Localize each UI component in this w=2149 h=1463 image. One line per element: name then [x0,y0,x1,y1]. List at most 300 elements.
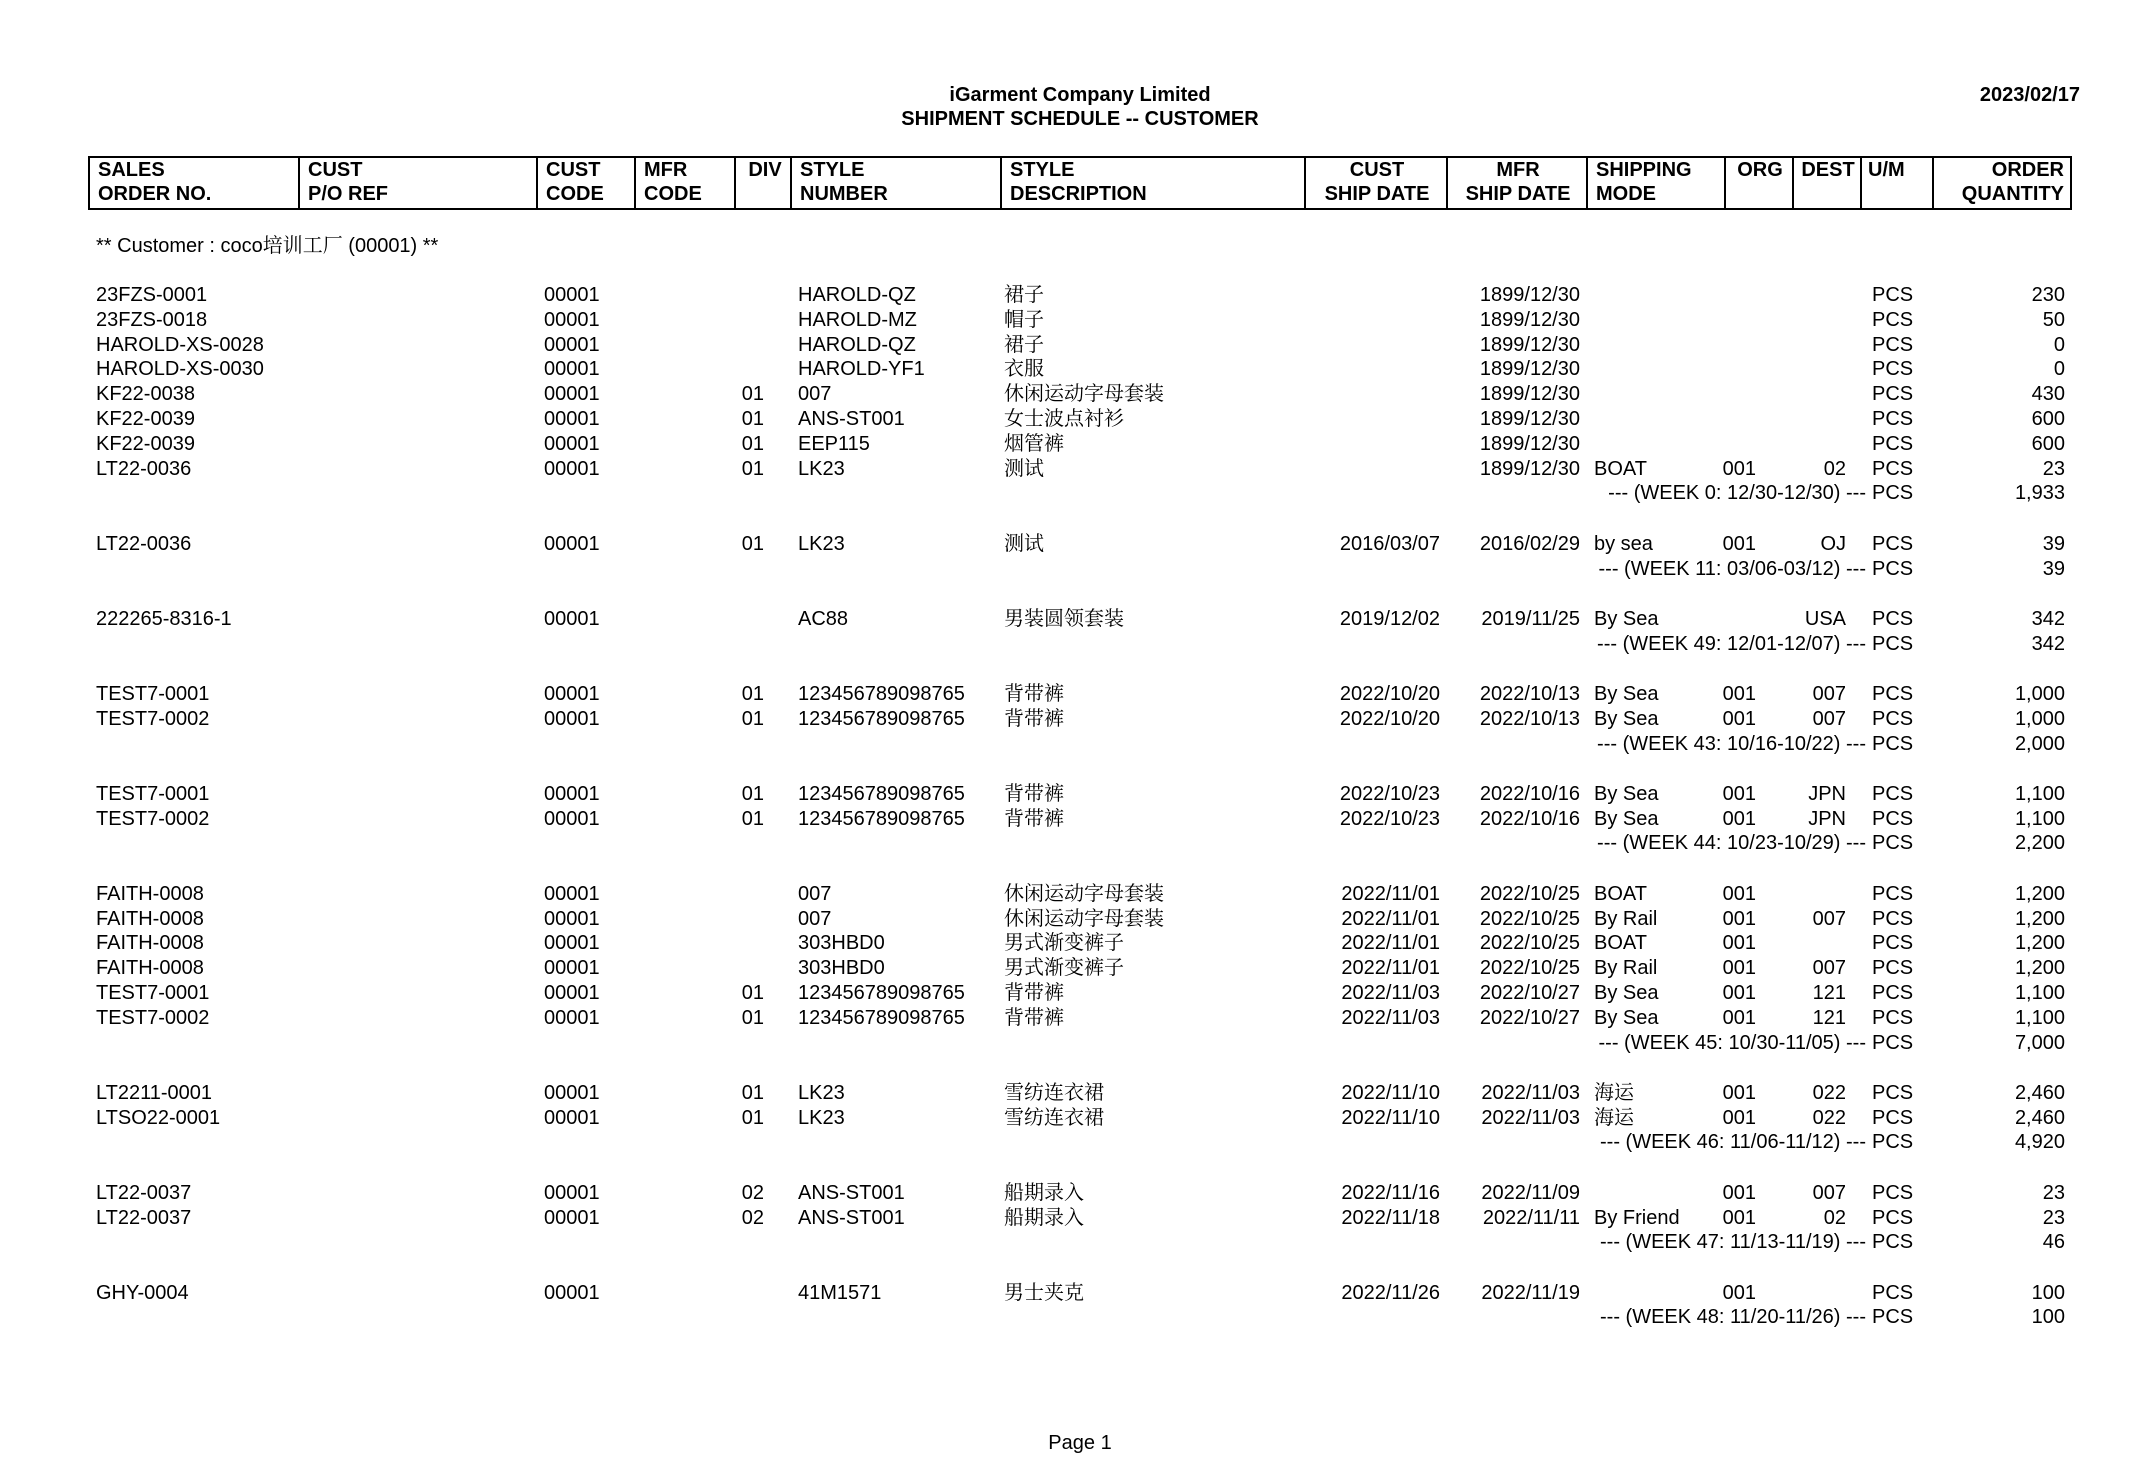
cell-um: PCS [1872,333,1914,356]
cell-um: PCS [1872,707,1914,730]
cell-cust: 00001 [544,1081,600,1104]
cell-so: KF22-0039 [96,408,195,430]
cell-org: 001 [1722,932,1756,955]
cell-mode: By Sea [1594,1006,1659,1029]
cell-mode: By Sea [1594,782,1659,805]
week-um: PCS [1872,732,1914,755]
cell-so: GHY-0004 [96,1281,189,1304]
cell-dest: 007 [1812,907,1846,930]
column-divider [1000,158,1002,208]
cell-qty: 2,460 [2014,1081,2065,1104]
cell-org: 001 [1722,981,1756,1004]
cell-mship: 2022/10/13 [1479,682,1580,705]
week-range: --- (WEEK 47: 11/13-11/19) --- [1600,1231,1866,1254]
cell-style: 123456789098765 [798,782,965,805]
page-number: Page 1 [1048,1432,1112,1454]
column-divider [734,158,736,208]
cell-dest: 007 [1812,957,1846,980]
cell-org: 001 [1722,1281,1756,1304]
cell-cship: 2022/11/26 [1341,1281,1440,1304]
cell-cust: 00001 [544,308,600,331]
cell-style: EEP115 [798,432,870,455]
cell-style: LK23 [798,1081,845,1104]
cell-cship: 2022/11/03 [1341,1006,1440,1029]
cell-org: 001 [1722,882,1756,905]
cell-um: PCS [1872,607,1914,630]
header-cust-ship-line2: SHIP DATE [1324,183,1430,205]
cell-qty: 23 [2042,457,2065,480]
cell-so: 23FZS-0018 [96,308,208,331]
cell-mship: 1899/12/30 [1479,358,1580,381]
cell-org: 001 [1722,532,1756,555]
header-style-number-line1: STYLE [800,159,865,181]
cell-org: 001 [1722,1181,1756,1204]
cell-desc: 烟管裤 [1004,432,1064,455]
cell-mode: By Sea [1594,707,1659,730]
cell-cust: 00001 [544,333,600,356]
cell-qty: 1,100 [2014,807,2065,830]
week-um: PCS [1872,1231,1914,1254]
week-range: --- (WEEK 44: 10/23-10/29) --- [1597,832,1866,855]
cell-um: PCS [1872,782,1914,805]
cell-org: 001 [1722,907,1756,930]
cell-cust: 00001 [544,607,600,630]
cell-style: 123456789098765 [798,1006,965,1029]
cell-mship: 1899/12/30 [1479,432,1580,455]
cell-style: HAROLD-MZ [798,308,917,331]
cell-dest: 02 [1823,457,1846,480]
cell-um: PCS [1872,408,1914,430]
header-cust-po-line2: P/O REF [308,183,389,205]
cell-style: 123456789098765 [798,682,965,705]
cell-desc: 雪纺连衣裙 [1004,1081,1104,1104]
week-range: --- (WEEK 48: 11/20-11/26) --- [1600,1306,1866,1329]
cell-qty: 0 [2053,358,2065,381]
cell-um: PCS [1872,532,1914,555]
cell-mship: 2022/10/25 [1479,882,1580,905]
cell-so: LTSO22-0001 [96,1106,221,1129]
week-um: PCS [1872,1306,1914,1329]
cell-cship: 2022/10/23 [1339,782,1440,805]
cell-desc: 男式渐变裤子 [1004,957,1124,980]
week-total: 39 [2042,557,2065,580]
cell-desc: 背带裤 [1004,707,1064,730]
cell-um: PCS [1872,383,1914,406]
cell-cship: 2022/11/01 [1341,932,1440,955]
cell-mship: 2022/10/25 [1479,957,1580,980]
cell-div: 01 [741,1081,764,1104]
cell-so: TEST7-0002 [96,807,210,830]
cell-style: HAROLD-QZ [798,284,916,306]
cell-style: 007 [798,907,832,930]
cell-cust: 00001 [544,457,600,480]
cell-div: 01 [741,457,764,480]
week-range: --- (WEEK 45: 10/30-11/05) --- [1598,1031,1866,1054]
cell-desc: 衣服 [1004,358,1044,381]
cell-desc: 休闲运动字母套装 [1004,907,1164,930]
week-range: --- (WEEK 43: 10/16-10/22) --- [1597,732,1866,755]
cell-div: 01 [741,408,764,430]
cell-qty: 1,100 [2014,1006,2065,1029]
cell-dest: OJ [1820,532,1846,555]
week-um: PCS [1872,632,1914,655]
cell-cship: 2022/11/01 [1341,882,1440,905]
cell-qty: 1,200 [2014,932,2065,955]
cell-mship: 2022/11/03 [1481,1106,1580,1129]
header-ship-mode-line1: SHIPPING [1596,159,1692,181]
cell-desc: 休闲运动字母套装 [1004,882,1164,905]
cell-cust: 00001 [544,284,600,306]
cell-so: HAROLD-XS-0028 [96,333,264,356]
cell-mship: 1899/12/30 [1479,457,1580,480]
customer-line: ** Customer : coco培训工厂 (00001) ** [96,235,439,257]
cell-desc: 背带裤 [1004,1006,1064,1029]
cell-mode: By Friend [1594,1206,1680,1229]
cell-mship: 2022/10/16 [1479,807,1580,830]
cell-mship: 2022/10/25 [1479,932,1580,955]
cell-cust: 00001 [544,932,600,955]
cell-um: PCS [1872,807,1914,830]
cell-style: AC88 [798,607,849,630]
cell-dest: 007 [1812,1181,1846,1204]
cell-org: 001 [1722,1206,1756,1229]
week-total: 2,200 [2014,832,2065,855]
cell-qty: 600 [2031,408,2065,430]
column-divider [634,158,636,208]
cell-div: 01 [741,432,764,455]
cell-desc: 船期录入 [1004,1206,1084,1229]
cell-mship: 2022/11/09 [1481,1181,1580,1204]
cell-um: PCS [1872,432,1914,455]
cell-div: 01 [741,1006,764,1029]
header-mfr-ship-line1: MFR [1496,159,1540,181]
cell-dest: 022 [1812,1081,1846,1104]
header-cust-code-line1: CUST [546,159,601,181]
cell-mode: By Sea [1594,981,1659,1004]
cell-org: 001 [1722,707,1756,730]
cell-mship: 2022/11/03 [1481,1081,1580,1104]
cell-so: KF22-0038 [96,383,195,406]
cell-desc: 男装圆领套装 [1004,607,1124,630]
cell-qty: 0 [2053,333,2065,356]
column-divider [1932,158,1934,208]
cell-so: TEST7-0001 [96,682,210,705]
cell-div: 01 [741,782,764,805]
cell-so: LT2211-0001 [96,1081,213,1104]
cell-um: PCS [1872,882,1914,905]
cell-um: PCS [1872,932,1914,955]
cell-desc: 裙子 [1004,284,1044,306]
cell-qty: 23 [2042,1206,2065,1229]
cell-div: 02 [741,1181,764,1204]
week-um: PCS [1872,482,1914,505]
cell-dest: 121 [1812,1006,1846,1029]
header-mfr-ship-line2: SHIP DATE [1465,183,1571,205]
header-cust-ship-line1: CUST [1349,159,1405,181]
cell-so: KF22-0039 [96,432,195,455]
cell-org: 001 [1722,682,1756,705]
cell-mship: 1899/12/30 [1479,284,1580,306]
cell-dest: 007 [1812,707,1846,730]
week-total: 7,000 [2014,1031,2065,1054]
cell-div: 01 [741,807,764,830]
cell-cust: 00001 [544,408,600,430]
cell-um: PCS [1872,1181,1914,1204]
header-style-desc-line1: STYLE [1010,159,1075,181]
cell-cust: 00001 [544,907,600,930]
cell-org: 001 [1722,782,1756,805]
cell-desc: 男式渐变裤子 [1004,932,1124,955]
cell-style: ANS-ST001 [798,408,905,430]
cell-style: 123456789098765 [798,807,965,830]
cell-desc: 休闲运动字母套装 [1004,383,1164,406]
cell-mship: 1899/12/30 [1479,408,1580,430]
cell-cship: 2022/11/16 [1341,1181,1440,1204]
cell-div: 01 [741,981,764,1004]
cell-cust: 00001 [544,882,600,905]
cell-um: PCS [1872,1006,1914,1029]
cell-so: FAITH-0008 [96,932,204,955]
cell-qty: 1,000 [2014,707,2065,730]
cell-org: 001 [1722,957,1756,980]
header-um: U/M [1868,159,1905,181]
cell-desc: 男士夹克 [1004,1281,1084,1304]
cell-mship: 2022/11/19 [1481,1281,1580,1304]
cell-mode: By Sea [1594,607,1659,630]
cell-mship: 1899/12/30 [1479,308,1580,331]
cell-qty: 1,200 [2014,882,2065,905]
cell-style: 123456789098765 [798,981,965,1004]
cell-cust: 00001 [544,432,600,455]
cell-um: PCS [1872,1281,1914,1304]
cell-cust: 00001 [544,532,600,555]
cell-so: LT22-0037 [96,1181,192,1204]
header-sales-order-line2: ORDER NO. [98,183,212,205]
cell-mode: by sea [1594,532,1653,555]
cell-style: LK23 [798,1106,845,1129]
cell-cship: 2019/12/02 [1339,607,1440,630]
cell-um: PCS [1872,457,1914,480]
cell-style: 41M1571 [798,1281,882,1304]
cell-so: LT22-0037 [96,1206,192,1229]
cell-dest: USA [1804,607,1846,630]
cell-cust: 00001 [544,957,600,980]
cell-org: 001 [1722,1106,1756,1129]
cell-um: PCS [1872,358,1914,381]
cell-mship: 2022/10/25 [1479,907,1580,930]
week-total: 4,920 [2014,1131,2065,1154]
cell-org: 001 [1722,1081,1756,1104]
report-date: 2023/02/17 [1979,84,2080,106]
cell-style: 303HBD0 [798,957,885,980]
cell-qty: 1,100 [2014,782,2065,805]
cell-div: 01 [741,707,764,730]
cell-qty: 1,100 [2014,981,2065,1004]
cell-so: FAITH-0008 [96,882,204,905]
cell-mode: 海运 [1594,1081,1634,1104]
report-title: SHIPMENT SCHEDULE -- CUSTOMER [901,108,1259,130]
week-range: --- (WEEK 11: 03/06-03/12) --- [1598,557,1866,580]
cell-desc: 船期录入 [1004,1181,1084,1204]
cell-desc: 裙子 [1004,333,1044,356]
cell-dest: 02 [1823,1206,1846,1229]
header-dest: DEST [1801,159,1855,181]
cell-div: 01 [741,532,764,555]
cell-mship: 2022/10/27 [1479,1006,1580,1029]
cell-style: 007 [798,882,832,905]
cell-qty: 600 [2031,432,2065,455]
cell-cship: 2016/03/07 [1339,532,1440,555]
week-range: --- (WEEK 46: 11/06-11/12) --- [1600,1131,1866,1154]
cell-cship: 2022/10/23 [1339,807,1440,830]
cell-cship: 2022/11/18 [1341,1206,1440,1229]
cell-um: PCS [1872,981,1914,1004]
cell-mode: By Sea [1594,807,1659,830]
cell-mship: 2019/11/25 [1481,607,1580,630]
cell-mode: BOAT [1594,932,1647,955]
week-total: 46 [2042,1231,2065,1254]
week-total: 2,000 [2014,732,2065,755]
header-cust-po-line1: CUST [308,159,363,181]
cell-desc: 测试 [1004,532,1044,555]
cell-style: LK23 [798,457,845,480]
week-total: 1,933 [2014,482,2065,505]
cell-cust: 00001 [544,383,600,406]
cell-desc: 测试 [1004,457,1044,480]
cell-so: LT22-0036 [96,532,192,555]
cell-style: 303HBD0 [798,932,885,955]
cell-mode: 海运 [1594,1106,1634,1129]
cell-desc: 女士波点衬衫 [1004,408,1124,430]
cell-mship: 2022/10/27 [1479,981,1580,1004]
cell-desc: 背带裤 [1004,782,1064,805]
cell-um: PCS [1872,957,1914,980]
cell-qty: 100 [2031,1281,2065,1304]
cell-um: PCS [1872,1106,1914,1129]
cell-mship: 2022/10/13 [1479,707,1580,730]
cell-qty: 1,200 [2014,957,2065,980]
cell-so: HAROLD-XS-0030 [96,358,264,381]
cell-cship: 2022/10/20 [1339,707,1440,730]
cell-div: 01 [741,682,764,705]
cell-cust: 00001 [544,358,600,381]
cell-so: 23FZS-0001 [96,284,208,306]
header-sales-order-line1: SALES [98,159,165,181]
cell-mode: By Rail [1594,957,1658,980]
cell-dest: 022 [1812,1106,1846,1129]
column-header-box [88,156,2072,210]
cell-style: 007 [798,383,832,406]
cell-qty: 50 [2042,308,2065,331]
cell-dest: JPN [1808,807,1846,830]
header-style-desc-line2: DESCRIPTION [1010,183,1147,205]
header-cust-code-line2: CODE [546,183,604,205]
cell-so: FAITH-0008 [96,957,204,980]
header-qty-line1: ORDER [1991,159,2064,181]
header-div: DIV [748,159,782,181]
cell-mship: 1899/12/30 [1479,383,1580,406]
cell-style: ANS-ST001 [798,1181,905,1204]
cell-div: 01 [741,1106,764,1129]
cell-cship: 2022/11/03 [1341,981,1440,1004]
cell-um: PCS [1872,308,1914,331]
cell-desc: 帽子 [1004,308,1044,331]
cell-mship: 2016/02/29 [1479,532,1580,555]
cell-cship: 2022/11/10 [1341,1081,1440,1104]
cell-dest: 007 [1812,682,1846,705]
cell-cship: 2022/11/01 [1341,957,1440,980]
cell-cship: 2022/11/10 [1341,1106,1440,1129]
cell-qty: 1,200 [2014,907,2065,930]
cell-mode: By Sea [1594,682,1659,705]
cell-dest: JPN [1808,782,1846,805]
cell-cust: 00001 [544,707,600,730]
cell-org: 001 [1722,1006,1756,1029]
cell-style: LK23 [798,532,845,555]
cell-div: 01 [741,383,764,406]
week-um: PCS [1872,832,1914,855]
cell-org: 001 [1722,807,1756,830]
cell-cust: 00001 [544,1006,600,1029]
cell-style: HAROLD-QZ [798,333,916,356]
cell-cust: 00001 [544,682,600,705]
week-total: 342 [2031,632,2065,655]
cell-um: PCS [1872,907,1914,930]
header-mfr-code-line1: MFR [644,159,688,181]
header-ship-mode-line2: MODE [1596,183,1656,205]
cell-style: HAROLD-YF1 [798,358,925,381]
cell-mode: BOAT [1594,882,1647,905]
header-style-number-line2: NUMBER [800,183,888,205]
cell-so: LT22-0036 [96,457,192,480]
cell-mode: BOAT [1594,457,1647,480]
cell-cust: 00001 [544,807,600,830]
cell-desc: 雪纺连衣裙 [1004,1106,1104,1129]
cell-style: 123456789098765 [798,707,965,730]
cell-qty: 342 [2031,607,2065,630]
column-divider [790,158,792,208]
header-qty-line2: QUANTITY [1961,183,2064,205]
column-divider [536,158,538,208]
cell-dest: 121 [1812,981,1846,1004]
week-range: --- (WEEK 49: 12/01-12/07) --- [1597,632,1866,655]
cell-mship: 1899/12/30 [1479,333,1580,356]
cell-so: TEST7-0002 [96,707,210,730]
week-um: PCS [1872,557,1914,580]
cell-style: ANS-ST001 [798,1206,905,1229]
cell-so: TEST7-0001 [96,782,210,805]
cell-qty: 1,000 [2014,682,2065,705]
week-um: PCS [1872,1131,1914,1154]
cell-cust: 00001 [544,782,600,805]
cell-so: TEST7-0002 [96,1006,210,1029]
week-range: --- (WEEK 0: 12/30-12/30) --- [1608,482,1866,505]
cell-so: FAITH-0008 [96,907,204,930]
cell-cship: 2022/10/20 [1339,682,1440,705]
column-divider [298,158,300,208]
cell-so: 222265-8316-1 [96,607,232,630]
cell-mship: 2022/11/11 [1482,1206,1580,1229]
week-um: PCS [1872,1031,1914,1054]
week-total: 100 [2031,1306,2065,1329]
header-mfr-code-line2: CODE [644,183,702,205]
cell-mode: By Rail [1594,907,1658,930]
cell-qty: 2,460 [2014,1106,2065,1129]
cell-cust: 00001 [544,1206,600,1229]
cell-desc: 背带裤 [1004,682,1064,705]
cell-um: PCS [1872,1206,1914,1229]
cell-desc: 背带裤 [1004,981,1064,1004]
